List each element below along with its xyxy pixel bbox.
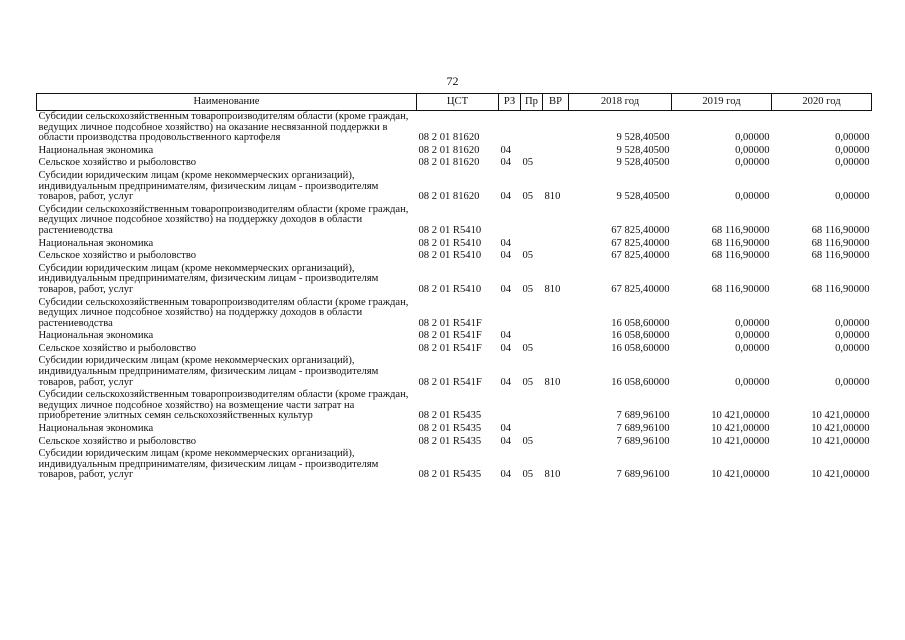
cell-y2018: 9 528,40500 bbox=[616, 157, 670, 169]
cell-cst: 08 2 01 R541F bbox=[418, 330, 482, 342]
cell-y2019: 10 421,00000 bbox=[711, 423, 770, 435]
cell-y2020: 10 421,00000 bbox=[811, 469, 870, 481]
cell-y2019: 68 116,90000 bbox=[711, 283, 770, 295]
cell-vr bbox=[543, 436, 569, 449]
cell-name: Национальная экономика bbox=[38, 237, 154, 249]
cell-name: Субсидии сельскохозяйственным товаропроизводителям области (кроме граждан, ведущих личное подсобное хозяйство) на поддержку доходов в области растениеводства bbox=[38, 203, 409, 236]
cell-y2020: 0,00000 bbox=[835, 330, 870, 342]
cell-pr: 05 bbox=[522, 250, 534, 262]
table-row bbox=[37, 297, 872, 331]
table-header-row bbox=[37, 94, 872, 111]
cell-vr bbox=[543, 330, 569, 343]
cell-y2020: 10 421,00000 bbox=[811, 423, 870, 435]
cell-y2020: 0,00000 bbox=[835, 132, 870, 144]
table-row bbox=[37, 330, 872, 343]
cell-cst: 08 2 01 R5410 bbox=[418, 283, 482, 295]
cell-pr bbox=[521, 389, 543, 423]
cell-y2018: 9 528,40500 bbox=[616, 144, 670, 156]
col-header-2019: 2019 год bbox=[672, 94, 772, 111]
cell-rz: 04 bbox=[500, 423, 512, 435]
cell-cst: 08 2 01 R541F bbox=[418, 317, 482, 329]
cell-vr bbox=[543, 157, 569, 170]
cell-y2018: 16 058,60000 bbox=[611, 376, 670, 388]
cell-y2020: 0,00000 bbox=[835, 317, 870, 329]
cell-vr: 810 bbox=[544, 469, 561, 481]
cell-rz: 04 bbox=[500, 342, 512, 354]
cell-y2020: 0,00000 bbox=[835, 342, 870, 354]
cell-y2020: 68 116,90000 bbox=[811, 224, 870, 236]
cell-rz bbox=[499, 389, 521, 423]
cell-vr bbox=[543, 111, 569, 145]
cell-rz: 04 bbox=[500, 330, 512, 342]
cell-name: Субсидии юридическим лицам (кроме некоммерческих организаций), индивидуальным предпринимателям, физическим лицам - производителям товаров, работ, услуг bbox=[38, 169, 379, 203]
cell-y2018: 9 528,40500 bbox=[616, 132, 670, 144]
cell-y2019: 10 421,00000 bbox=[711, 410, 770, 422]
cell-cst: 08 2 01 R5410 bbox=[418, 237, 482, 249]
cell-vr bbox=[543, 389, 569, 423]
cell-rz bbox=[499, 204, 521, 238]
table-row bbox=[37, 145, 872, 158]
cell-vr: 810 bbox=[544, 191, 561, 203]
col-header-2018: 2018 год bbox=[569, 94, 672, 111]
table-row bbox=[37, 170, 872, 204]
cell-y2020: 10 421,00000 bbox=[811, 410, 870, 422]
table-row bbox=[37, 389, 872, 423]
cell-rz: 04 bbox=[500, 435, 512, 447]
cell-cst: 08 2 01 R5410 bbox=[418, 250, 482, 262]
cell-pr: 05 bbox=[522, 435, 534, 447]
cell-y2019: 0,00000 bbox=[735, 317, 770, 329]
cell-vr: 810 bbox=[544, 376, 561, 388]
cell-y2018: 67 825,40000 bbox=[611, 237, 670, 249]
cell-y2018: 16 058,60000 bbox=[611, 317, 670, 329]
cell-pr bbox=[521, 204, 543, 238]
cell-rz: 04 bbox=[500, 469, 512, 481]
cell-rz: 04 bbox=[500, 237, 512, 249]
cell-pr bbox=[521, 145, 543, 158]
table-row bbox=[37, 111, 872, 145]
cell-y2018: 7 689,96100 bbox=[616, 410, 670, 422]
budget-table bbox=[36, 93, 872, 482]
table-row bbox=[37, 263, 872, 297]
cell-y2018: 7 689,96100 bbox=[616, 469, 670, 481]
cell-vr: 810 bbox=[544, 283, 561, 295]
cell-cst: 08 2 01 81620 bbox=[418, 132, 480, 144]
cell-pr bbox=[521, 111, 543, 145]
col-header-rz: РЗ bbox=[499, 94, 521, 111]
cell-y2019: 10 421,00000 bbox=[711, 435, 770, 447]
cell-name: Субсидии юридическим лицам (кроме некоммерческих организаций), индивидуальным предпринимателям, физическим лицам - производителям товаров, работ, услуг bbox=[38, 355, 379, 388]
cell-name: Субсидии сельскохозяйственным товаропроизводителям области (кроме граждан, ведущих личное подсобное хозяйство) на поддержку доходов в области растениеводства bbox=[38, 296, 409, 329]
cell-name: Субсидии сельскохозяйственным товаропроизводителям области (кроме граждан, ведущих личное подсобное хозяйство) на возмещение части затрат на приобретение элитных семян сельскохозяйственных культур bbox=[38, 389, 409, 422]
cell-rz: 04 bbox=[500, 250, 512, 262]
cell-pr bbox=[521, 423, 543, 436]
cell-y2018: 67 825,40000 bbox=[611, 283, 670, 295]
cell-vr bbox=[543, 145, 569, 158]
cell-cst: 08 2 01 R5435 bbox=[418, 469, 482, 481]
cell-rz: 04 bbox=[500, 191, 512, 203]
cell-y2018: 67 825,40000 bbox=[611, 224, 670, 236]
cell-y2020: 68 116,90000 bbox=[811, 237, 870, 249]
cell-name: Сельское хозяйство и рыболовство bbox=[38, 157, 197, 169]
cell-y2018: 16 058,60000 bbox=[611, 342, 670, 354]
cell-pr: 05 bbox=[522, 469, 534, 481]
cell-cst: 08 2 01 R5435 bbox=[418, 423, 482, 435]
cell-name: Сельское хозяйство и рыболовство bbox=[38, 250, 197, 262]
cell-pr: 05 bbox=[522, 157, 534, 169]
table-row bbox=[37, 204, 872, 238]
cell-y2018: 9 528,40500 bbox=[616, 191, 670, 203]
cell-y2019: 68 116,90000 bbox=[711, 224, 770, 236]
cell-rz: 04 bbox=[500, 157, 512, 169]
cell-name: Субсидии сельскохозяйственным товаропроизводителям области (кроме граждан, ведущих личное подсобное хозяйство) на оказание несвязанной поддержки в области производства продовольственного картофеля bbox=[38, 111, 409, 144]
cell-name: Национальная экономика bbox=[38, 330, 154, 342]
cell-name: Сельское хозяйство и рыболовство bbox=[38, 435, 197, 447]
cell-y2020: 0,00000 bbox=[835, 144, 870, 156]
table-row bbox=[37, 250, 872, 263]
cell-pr: 05 bbox=[522, 191, 534, 203]
cell-name: Субсидии юридическим лицам (кроме некоммерческих организаций), индивидуальным предпринимателям, физическим лицам - производителям товаров, работ, услуг bbox=[38, 448, 379, 481]
cell-vr bbox=[543, 297, 569, 331]
table-row bbox=[37, 436, 872, 449]
cell-name: Национальная экономика bbox=[38, 144, 154, 156]
cell-cst: 08 2 01 R541F bbox=[418, 342, 482, 354]
cell-y2019: 68 116,90000 bbox=[711, 237, 770, 249]
cell-vr bbox=[543, 238, 569, 251]
cell-y2018: 16 058,60000 bbox=[611, 330, 670, 342]
cell-vr bbox=[543, 250, 569, 263]
cell-y2018: 7 689,96100 bbox=[616, 435, 670, 447]
cell-rz bbox=[499, 111, 521, 145]
cell-pr bbox=[521, 297, 543, 331]
cell-y2020: 68 116,90000 bbox=[811, 283, 870, 295]
cell-y2019: 0,00000 bbox=[735, 342, 770, 354]
col-header-name: Наименование bbox=[37, 94, 417, 111]
cell-y2020: 0,00000 bbox=[835, 191, 870, 203]
cell-y2019: 0,00000 bbox=[735, 144, 770, 156]
cell-cst: 08 2 01 81620 bbox=[418, 157, 480, 169]
table-row bbox=[37, 343, 872, 356]
cell-pr bbox=[521, 238, 543, 251]
cell-y2019: 10 421,00000 bbox=[711, 469, 770, 481]
cell-pr: 05 bbox=[522, 283, 534, 295]
cell-pr: 05 bbox=[522, 342, 534, 354]
cell-cst: 08 2 01 R5435 bbox=[418, 410, 482, 422]
cell-y2020: 0,00000 bbox=[835, 157, 870, 169]
cell-rz: 04 bbox=[500, 283, 512, 295]
cell-y2020: 68 116,90000 bbox=[811, 250, 870, 262]
cell-name: Субсидии юридическим лицам (кроме некоммерческих организаций), индивидуальным предпринимателям, физическим лицам - производителям товаров, работ, услуг bbox=[38, 262, 379, 295]
table-row bbox=[37, 355, 872, 389]
col-header-2020: 2020 год bbox=[772, 94, 872, 111]
cell-y2019: 0,00000 bbox=[735, 376, 770, 388]
table-row bbox=[37, 157, 872, 170]
col-header-vr: ВР bbox=[543, 94, 569, 111]
cell-vr bbox=[543, 423, 569, 436]
col-header-cst: ЦСТ bbox=[417, 94, 499, 111]
cell-cst: 08 2 01 R5435 bbox=[418, 435, 482, 447]
cell-y2019: 0,00000 bbox=[735, 157, 770, 169]
cell-y2020: 10 421,00000 bbox=[811, 435, 870, 447]
cell-vr bbox=[543, 204, 569, 238]
cell-rz: 04 bbox=[500, 376, 512, 388]
table-body bbox=[37, 111, 872, 483]
cell-y2018: 67 825,40000 bbox=[611, 250, 670, 262]
cell-pr: 05 bbox=[522, 376, 534, 388]
table-row bbox=[37, 423, 872, 436]
cell-cst: 08 2 01 81620 bbox=[418, 144, 480, 156]
cell-y2018: 7 689,96100 bbox=[616, 423, 670, 435]
cell-name: Национальная экономика bbox=[38, 423, 154, 435]
cell-vr bbox=[543, 343, 569, 356]
table-row bbox=[37, 238, 872, 251]
cell-rz bbox=[499, 297, 521, 331]
table-row bbox=[37, 448, 872, 482]
cell-y2019: 0,00000 bbox=[735, 191, 770, 203]
cell-name: Сельское хозяйство и рыболовство bbox=[38, 342, 197, 354]
cell-cst: 08 2 01 R541F bbox=[418, 376, 482, 388]
cell-y2019: 0,00000 bbox=[735, 132, 770, 144]
cell-rz: 04 bbox=[500, 144, 512, 156]
cell-y2019: 68 116,90000 bbox=[711, 250, 770, 262]
cell-cst: 08 2 01 81620 bbox=[418, 191, 480, 203]
cell-pr bbox=[521, 330, 543, 343]
page-number: 72 bbox=[446, 74, 459, 88]
cell-y2020: 0,00000 bbox=[835, 376, 870, 388]
col-header-pr: Пр bbox=[521, 94, 543, 111]
cell-cst: 08 2 01 R5410 bbox=[418, 224, 482, 236]
cell-y2019: 0,00000 bbox=[735, 330, 770, 342]
